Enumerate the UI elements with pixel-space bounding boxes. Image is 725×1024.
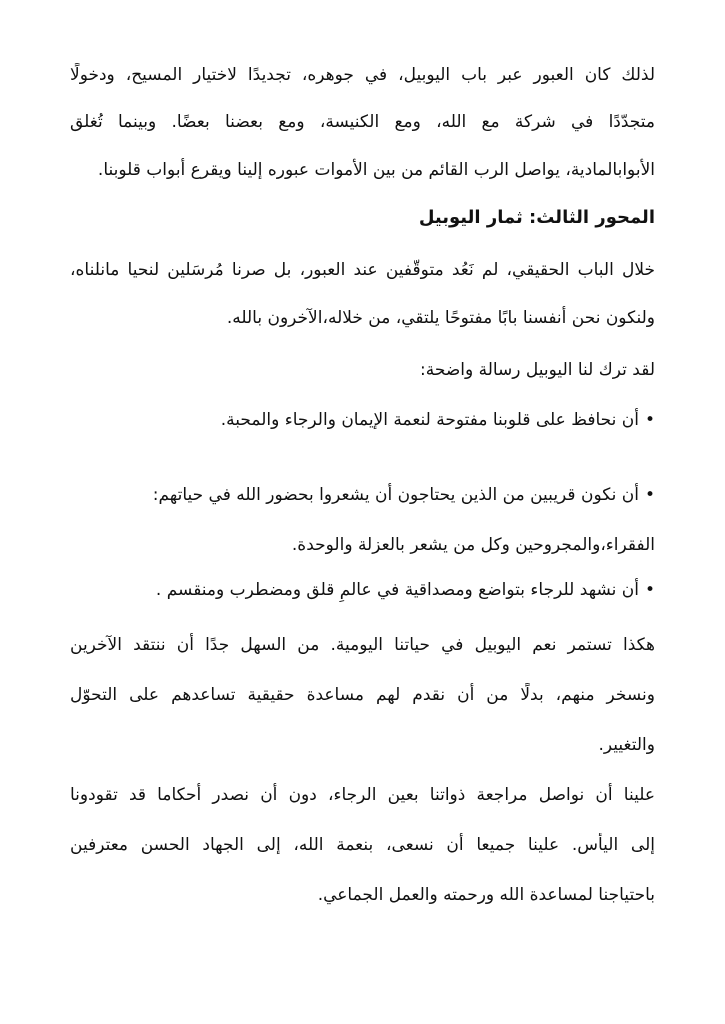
bullet-item-3: [70, 578, 655, 602]
bullet-icon: •: [644, 580, 655, 600]
paragraph-4-line-2: ونسخر منهم، بدلًا من أن نقدم لهم مساعدة حقيقية تساعدهم على التحوّل: [70, 685, 655, 705]
paragraph-5-line-3: باحتياجنا لمساعدة الله ورحمته والعمل الجماعي.: [317, 885, 655, 905]
bullet-item-3-text: أن نشهد للرجاء بتواضع ومصداقية في عالمٍ قلق ومضطرب ومنقسم .: [155, 580, 639, 600]
paragraph-1-line-1: لذلك كان العبور عبر باب اليوبيل، في جوهره، تجديدًا لاختيار المسيح، ودخولًا: [70, 65, 655, 85]
section-heading: المحور الثالث: ثمار اليوبيل: [418, 207, 655, 228]
bullet-item-2-text-line-1: أن نكون قريبين من الذين يحتاجون أن يشعروا بحضور الله في حياتهم:: [152, 485, 639, 505]
bullet-item-2: [70, 483, 655, 507]
bullet-icon: •: [644, 410, 655, 430]
paragraph-5-line-1: علينا أن نواصل مراجعة ذواتنا بعين الرجاء، دون أن نصدر أحكاما قد تقودونا: [70, 785, 655, 805]
bullet-item-2-line-2: الفقراء،والمجروحين وكل من يشعر بالعزلة والوحدة.: [291, 535, 655, 555]
bullet-item-1-text: أن نحافظ على قلوبنا مفتوحة لنعمة الإيمان والرجاء والمحبة.: [220, 410, 639, 430]
paragraph-4-line-1: هكذا تستمر نعم اليوبيل في حياتنا اليومية. من السهل جدًا أن ننتقد الآخرين: [70, 635, 655, 655]
paragraph-1-line-3: الأبوابالمادية، يواصل الرب القائم من بين الأموات عبوره إلينا ويقرع أبواب قلوبنا.: [97, 160, 655, 180]
paragraph-2-line-1: خلال الباب الحقيقي، لم نَعُد متوقّفين عند العبور، بل صرنا مُرسَلين لنحيا مانلناه،: [70, 260, 655, 280]
paragraph-4-line-3: والتغيير.: [598, 735, 655, 755]
paragraph-5-line-2: إلى اليأس. علينا جميعا أن نسعى، بنعمة الله، إلى الجهاد الحسن معترفين: [70, 835, 655, 855]
paragraph-1-line-2: متجدّدًا في شركة مع الله، ومع الكنيسة، ومع بعضنا بعضًا. وبينما تُغلق: [70, 112, 655, 132]
paragraph-2-line-2: ولنكون نحن أنفسنا بابًا مفتوحًا يلتقي، من خلاله،الآخرون بالله.: [226, 308, 655, 328]
bullet-icon: •: [644, 485, 655, 505]
paragraph-3: لقد ترك لنا اليوبيل رسالة واضحة:: [420, 360, 655, 380]
bullet-item-1: [70, 408, 655, 432]
